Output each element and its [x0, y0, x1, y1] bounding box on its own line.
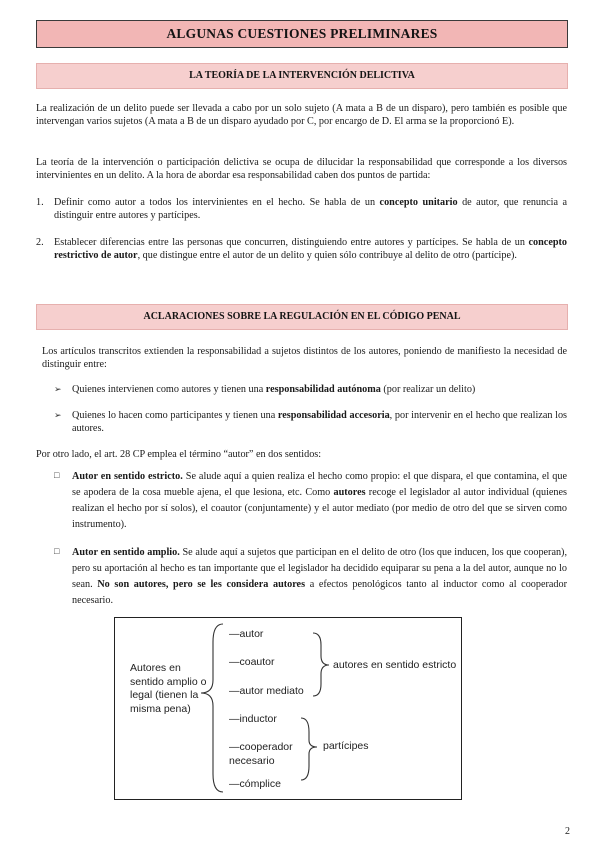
diagram-item-inductor: —inductor: [229, 713, 277, 725]
bullet-autonomous: Quienes intervienen como autores y tienen una responsabilidad autónoma (por realizar un delito): [72, 384, 476, 395]
sense-strict: Autor en sentido estricto. Se alude aquí a quien realiza el hecho como propio: el que dispara, el que contamina, el que se apodera de la cosa mueble ajena, el que lesiona, etc. Como autores recoge el legislador al autor individual (quienes realizan el hecho por sí solos), el coautor (conjuntamente) y el autor mediato (por medio de otro del que se sirven como instrumento).: [72, 471, 568, 530]
diagram-item-coautor: —coautor: [229, 656, 275, 668]
diagram-item-cooperador: —cooperador necesario: [229, 741, 293, 767]
diagram-group-participes: partícipes: [323, 740, 369, 752]
list-number: 2.: [36, 237, 44, 248]
diagram-item-autor: —autor: [229, 628, 264, 640]
list-number: 1.: [36, 197, 44, 208]
list-item-unitary: Definir como autor a todos los intervinientes en el hecho. Se habla de un concepto unitario de autor, que renuncia a distinguir entre autores y partícipes.: [54, 197, 567, 222]
diagram-item-autor-mediato: —autor mediato: [229, 685, 304, 697]
diagram-root-label: Autores en sentido amplio o legal (tienen la misma pena): [130, 662, 207, 715]
paragraph-art28: Por otro lado, el art. 28 CP emplea el término “autor” en dos sentidos:: [36, 449, 322, 460]
sense-broad: Autor en sentido amplio. Se alude aquí a sujetos que participan en el delito de otro (los que inducen, los que cooperan), pero su aportación al hecho es tan importante que el legislador ha decidido equiparar su pena a la del autor, aunque no lo sean. No son autores, pero se les considera autores a efectos penológicos tanto al inductor como al cooperador necesario.: [72, 547, 568, 606]
page-number: 2: [565, 826, 570, 837]
paragraph-articles: Los artículos transcritos extienden la responsabilidad a sujetos distintos de los autores, poniendo de manifiesto la necesidad de distinguir entre:: [42, 346, 567, 371]
authorship-diagram: [114, 617, 462, 800]
paragraph-theory: La teoría de la intervención o participación delictiva se ocupa de dilucidar la responsabilidad que corresponde a los diversos intervinientes en un delito. A la hora de abordar esa responsabilidad caben dos puntos de partida:: [36, 157, 567, 182]
section-heading-regulation: ACLARACIONES SOBRE LA REGULACIÓN EN EL CÓDIGO PENAL: [36, 304, 568, 330]
paragraph-intro: La realización de un delito puede ser llevada a cabo por un solo sujeto (A mata a B de un disparo), pero también es posible que intervengan varios sujetos (A mata a B de un disparo ayudado por C, por encargo de D. El arma se la proporcionó E).: [36, 103, 567, 128]
bullet-accessory: Quienes lo hacen como participantes y tienen una responsabilidad accesoria, por intervenir en el hecho que realizan los autores.: [72, 410, 568, 435]
page-title: ALGUNAS CUESTIONES PRELIMINARES: [36, 20, 568, 48]
square-bullet-icon: □: [54, 470, 60, 480]
square-bullet-icon: □: [54, 546, 60, 556]
list-item-restrictive: Establecer diferencias entre las personas que concurren, distinguiendo entre autores y partícipes. Se habla de un concepto restrictivo de autor, que distingue entre el autor de un delito y quien sólo contribuye al delito de otro (partícipe).: [54, 237, 567, 262]
diagram-group-strict: autores en sentido estricto: [333, 659, 457, 671]
arrow-bullet-icon: ➢: [54, 410, 62, 420]
arrow-bullet-icon: ➢: [54, 384, 62, 394]
section-heading-intervention: LA TEORÍA DE LA INTERVENCIÓN DELICTIVA: [36, 63, 568, 89]
diagram-item-complice: —cómplice: [229, 778, 281, 790]
